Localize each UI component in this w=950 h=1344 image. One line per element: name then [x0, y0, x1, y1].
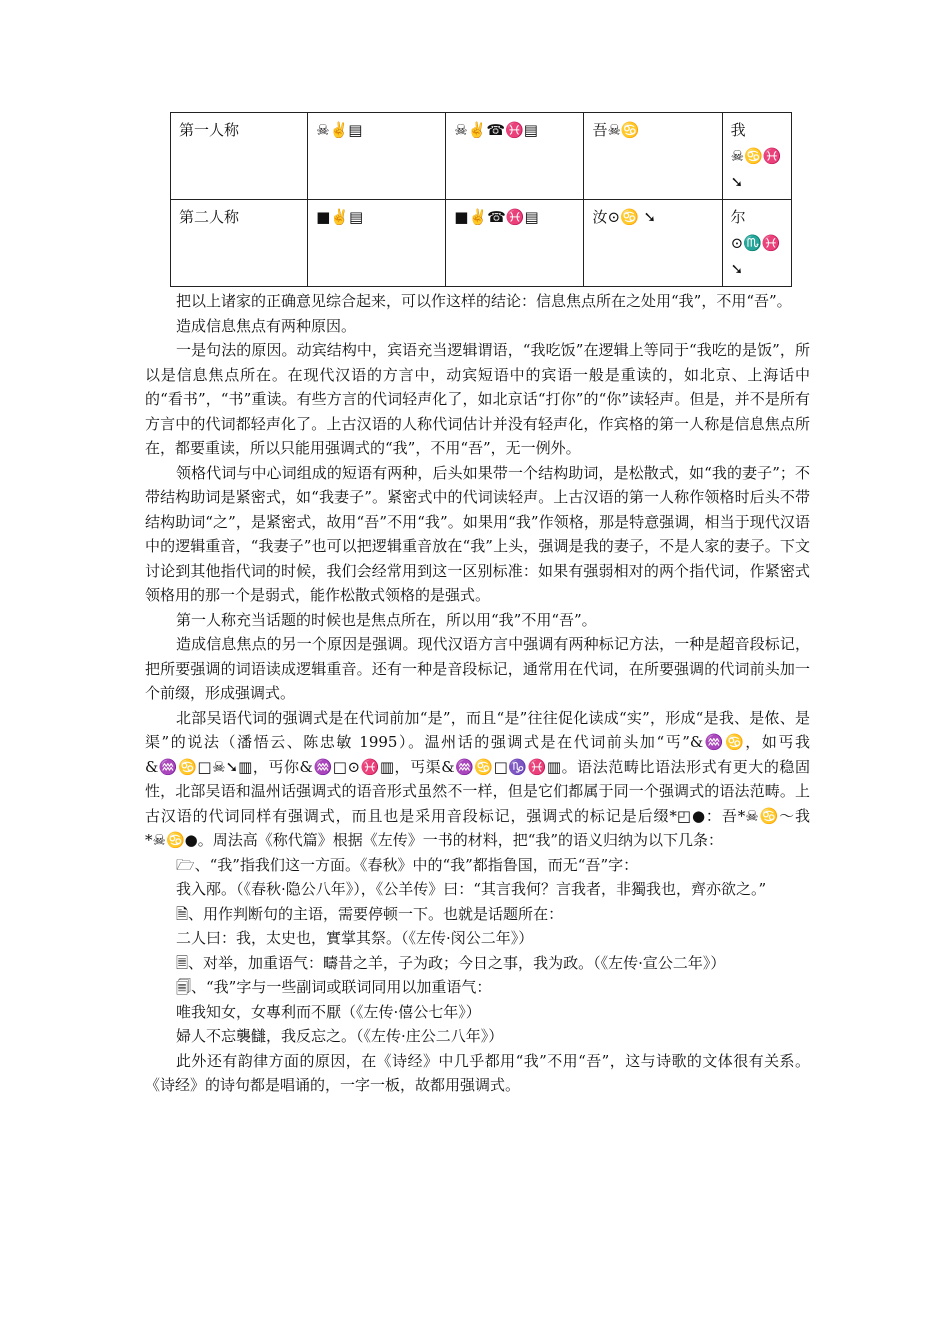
paragraph: 造成信息焦点的另一个原因是强调。现代汉语方言中强调有两种标记方法，一种是超音段标记，把所要强调的词语读成逻辑重音。还有一种是音段标记，通常用在代词，在所要强调的代词前头加一个前缀，形成强调式。: [145, 635, 810, 702]
table-cell: ☠✌▤: [308, 113, 446, 200]
list-item: 🗏、对举，加重语气：疇昔之羊，子为政；今日之事，我为政。（《左传·宣公二年》）: [176, 953, 726, 972]
table-cell: ☠✌☎♓▤: [446, 113, 584, 200]
table-cell: ■✌☎♓▤: [446, 200, 584, 287]
example-quote: 二人曰：我，太史也，實掌其祭。（《左传·闵公二年》）: [176, 929, 534, 947]
paragraph: 第一人称充当话题的时候也是焦点所在，所以用“我”不用“吾”。: [176, 610, 597, 629]
paragraph: 一是句法的原因。动宾结构中，宾语充当逻辑谓语，“我吃饭”在逻辑上等同于“我吃的是饭”，所以是信息焦点所在。在现代汉语的方言中，动宾短语中的宾语一般是重读的，如北京、上海话中的“看书”，“书”重读。有些方言的代词轻声化了，如北京话“打你”的“你”读轻声。但是，并不是所有方言中的代词都轻声化了。上古汉语的人称代词估计并没有轻声化，作宾格的第一人称是信息焦点所在，都要重读，所以只能用强调式的“我”，不用“吾”，无一例外。: [145, 341, 810, 457]
example-quote: 我入邴。（《春秋·隐公八年》），《公羊传》曰：“其言我何？言我者，非獨我也，齊亦欲之。”: [176, 880, 767, 898]
document-page: [145, 112, 810, 1098]
table-cell: 我 ☠♋♓ ➘: [722, 113, 791, 200]
list-item: 🗁、“我”指我们这一方面。《春秋》中的“我”都指鲁国，而无“吾”字：: [176, 855, 639, 874]
example-quote: 唯我知女，女專利而不厭（《左传·僖公七年》）: [176, 1002, 481, 1021]
paragraph: 北部吴语代词的强调式是在代词前加“是”，而且“是”往往促化读成“实”，形成“是我、是侬、是渠”的说法（潘悟云、陈忠敏 1995）。温州话的强调式是在代词前头加“丐”&♒♋，如丐我&♒♋□☠➘▥，丐你&♒□⊙♓▥，丐渠&♒♋□♑♓▥。语法范畴比语法形式有更大的稳固性，北部吴语和温州话强调式的语音形式虽然不一样，但是它们都属于同一个强调式的语法范畴。上古汉语的代词同样有强调式，而且也是采用音段标记，强调式的标记是后缀*◰●：吾*☠♋～我*☠♋●。周法高《称代篇》根据《左传》一书的材料，把“我”的语义归纳为以下几条：: [145, 708, 810, 849]
pronoun-table: [170, 112, 792, 287]
table-cell: 吾☠♋: [584, 113, 722, 200]
body-text: [145, 289, 810, 1098]
table-cell: 第一人称: [171, 113, 308, 200]
table-cell: 汝⊙♋ ➘: [584, 200, 722, 287]
paragraph: 把以上诸家的正确意见综合起来，可以作这样的结论：信息焦点所在之处用“我”，不用“吾”。: [176, 292, 792, 310]
paragraph: 领格代词与中心词组成的短语有两种，后头如果带一个结构助词，是松散式，如“我的妻子”；不带结构助词是紧密式，如“我妻子”。紧密式中的代词读轻声。上古汉语的第一人称作领格时后头不带结构助词“之”，是紧密式，故用“吾”不用“我”。如果用“我”作领格，那是特意强调，相当于现代汉语中的逻辑重音，“我妻子”也可以把逻辑重音放在“我”上头，强调是我的妻子，不是人家的妻子。下文讨论到其他指代词的时候，我们会经常用到这一区别标准：如果有强弱相对的两个指代词，作紧密式领格用的那一个是弱式，能作松散式领格的是强式。: [145, 463, 810, 604]
paragraph: 造成信息焦点有两种原因。: [176, 316, 357, 335]
table-row: [171, 113, 792, 200]
example-quote: 婦人不忘襲讎，我反忘之。（《左传·庄公二八年》）: [176, 1027, 504, 1045]
table-cell: 第二人称: [171, 200, 308, 287]
table-cell: 尔 ⊙♏♓ ➘: [722, 200, 791, 287]
list-item: 🗎、用作判断句的主语，需要停顿一下。也就是话题所在：: [176, 904, 564, 923]
table-row: [171, 200, 792, 287]
list-item: 🗐、“我”字与一些副词或联词同用以加重语气：: [176, 978, 492, 996]
paragraph: 此外还有韵律方面的原因，在《诗经》中几乎都用“我”不用“吾”，这与诗歌的文体很有关系。《诗经》的诗句都是唱诵的，一字一板，故都用强调式。: [145, 1051, 810, 1094]
table-cell: ■✌▤: [308, 200, 446, 287]
